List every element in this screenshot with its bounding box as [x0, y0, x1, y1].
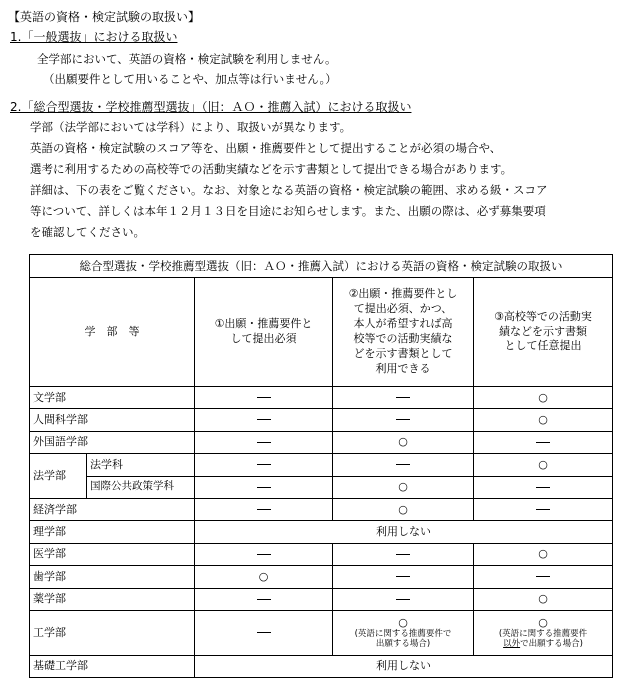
table-row: 基礎工学部 利用しない: [30, 655, 613, 677]
dash-mark: [396, 397, 410, 398]
eng-note-col3: ○ (英語に関する推薦要件 以外で出願する場合): [474, 610, 613, 655]
dash-mark: [257, 419, 271, 420]
table-row: 文学部 ○: [30, 387, 613, 409]
header-col1: ①出願・推薦要件と して提出必須: [195, 278, 333, 387]
section2-line: 学部（法学部においては学科）により、取扱いが異なります。: [30, 120, 352, 134]
header-col3: ③高校等での活動実 績などを示す書類 として任意提出: [474, 278, 613, 387]
section2-line: 等について、詳しくは本年１２月１３日を目途にお知らせします。また、出願の際は、必ず募集要項: [30, 204, 546, 218]
dash-mark: [396, 464, 410, 465]
section2-line: 選考に利用するための高校等での活動実績などを示す書類として提出できる場合があります。: [30, 162, 513, 176]
table-row: 法学部 法学科 ○: [30, 454, 613, 476]
table-row: 薬学部 ○: [30, 588, 613, 610]
section2-line: 詳細は、下の表をご覧ください。なお、対象となる英語の資格・検定試験の範囲、求める級・スコア: [30, 183, 548, 197]
table-row: 人間科学部 ○: [30, 409, 613, 431]
dash-mark: [257, 554, 271, 555]
eng-note-col2: ○ (英語に関する推薦要件で 出願する場合): [333, 610, 474, 655]
dash-mark: [536, 509, 550, 510]
dash-mark: [396, 599, 410, 600]
section2-line: を確認してください。: [30, 225, 145, 239]
table-row: 経済学部 ○: [30, 498, 613, 520]
dash-mark: [257, 464, 271, 465]
table-title: 総合型選抜・学校推薦型選抜（旧：ＡＯ・推薦入試）における英語の資格・検定試験の取扱い: [30, 255, 613, 278]
table-row: 外国語学部 ○: [30, 431, 613, 453]
dash-mark: [396, 554, 410, 555]
document-heading: 【英語の資格・検定試験の取扱い】: [8, 10, 201, 24]
section2-line: 英語の資格・検定試験のスコア等を、出願・推薦要件として提出することが必須の場合や、: [30, 141, 502, 155]
table-row: 工学部 ○ (英語に関する推薦要件で 出願する場合) ○ (英語に関する推薦要件 以外で出願する場合): [30, 610, 613, 655]
dash-mark: [257, 632, 271, 633]
law-faculty-cell: 法学部: [30, 454, 87, 499]
english-test-table: [29, 254, 613, 678]
section1-line: 全学部において、英語の資格・検定試験を利用しません。: [37, 52, 337, 66]
dash-mark: [396, 576, 410, 577]
section2-title: 2.「総合型選抜・学校推薦型選抜」（旧：ＡＯ・推薦入試）における取扱い: [10, 100, 412, 114]
table-row: 理学部 利用しない: [30, 521, 613, 543]
table-row: 医学部 ○: [30, 543, 613, 565]
table-row: 歯学部 ○: [30, 566, 613, 588]
dash-mark: [257, 487, 271, 488]
dash-mark: [536, 576, 550, 577]
section1-line: （出願要件として用いることや、加点等は行いません。）: [43, 72, 337, 86]
header-faculty: 学 部 等: [30, 278, 195, 387]
dash-mark: [396, 419, 410, 420]
dash-mark: [536, 442, 550, 443]
dash-mark: [257, 599, 271, 600]
dash-mark: [536, 487, 550, 488]
dash-mark: [257, 442, 271, 443]
dash-mark: [257, 397, 271, 398]
header-col2: ②出願・推薦要件とし て提出必須、かつ、 本人が希望すれば高 校等での活動実績な どを示す書類として 利用できる: [333, 278, 474, 387]
table-row: 国際公共政策学科 ○: [30, 476, 613, 498]
section1-title: 1.「一般選抜」における取扱い: [10, 30, 178, 44]
dash-mark: [257, 509, 271, 510]
